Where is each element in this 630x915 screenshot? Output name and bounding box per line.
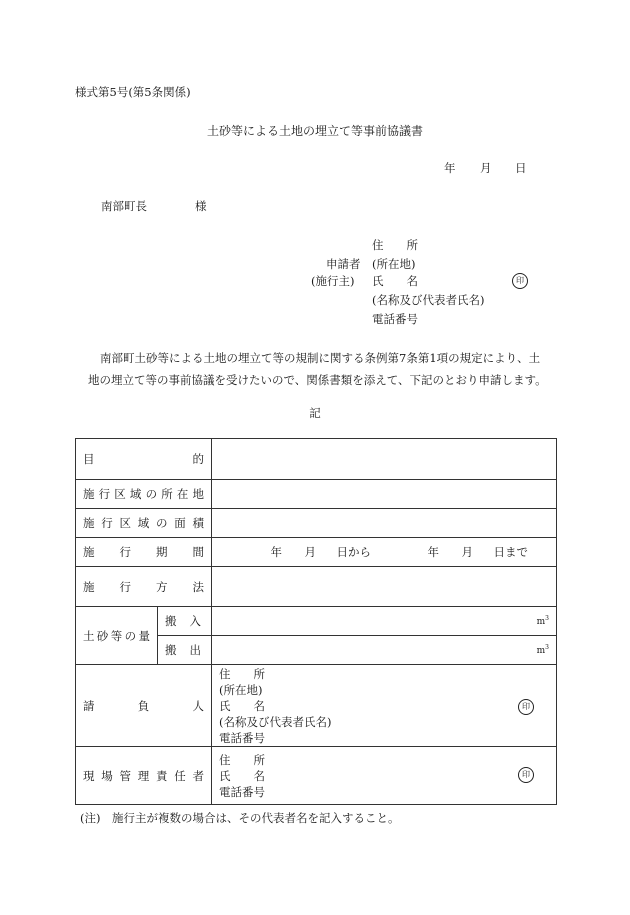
row-purpose xyxy=(76,439,557,480)
row-location xyxy=(76,480,557,509)
applicant-name-label: 氏 名 xyxy=(372,274,418,288)
label-soil-in: 搬 入 xyxy=(165,614,201,628)
form-number: 様式第5号(第5条関係) xyxy=(75,85,191,99)
contractor-address-sub: (所在地) xyxy=(219,682,263,697)
row-manager xyxy=(76,747,557,805)
label-manager: 現 場 管 理 責 任 者 xyxy=(83,768,204,783)
row-period xyxy=(76,538,557,567)
applicant-name-sub: (名称及び代表者氏名) xyxy=(372,293,485,307)
field-area[interactable] xyxy=(212,509,557,538)
row-area xyxy=(76,509,557,538)
contractor-name: 氏 名 xyxy=(219,698,265,713)
label-period: 施 行 期 間 xyxy=(83,545,204,559)
field-method[interactable] xyxy=(212,567,557,607)
contractor-name-sub: (名称及び代表者氏名) xyxy=(219,714,332,729)
field-purpose[interactable] xyxy=(212,439,557,480)
document-title: 土砂等による土地の埋立て等事前協議書 xyxy=(206,124,423,138)
period-value: 年 月 日から 年 月 日まで xyxy=(270,545,528,559)
field-manager[interactable] xyxy=(212,747,557,805)
unit-cubic-meter: $m^3$ xyxy=(536,644,549,656)
date-year-label: 年 xyxy=(444,161,456,175)
applicant-label: 申請者 xyxy=(326,257,361,271)
application-table xyxy=(75,438,557,805)
applicant-seal-icon: 印 xyxy=(512,273,528,289)
unit-cubic-meter: $m^3$ xyxy=(536,615,549,627)
label-soil-out: 搬 出 xyxy=(165,643,201,657)
applicant-address-sub: (所在地) xyxy=(372,257,416,271)
ki-heading: 記 xyxy=(309,406,321,420)
addressee-name: 南部町長 xyxy=(101,199,147,213)
label-method: 施 行 方 法 xyxy=(83,579,204,594)
manager-name: 氏 名 xyxy=(219,768,265,783)
addressee-honorific: 様 xyxy=(195,199,207,213)
applicant-label-sub: (施行主) xyxy=(311,274,355,288)
applicant-phone-label: 電話番号 xyxy=(372,312,418,326)
date-day-label: 日 xyxy=(515,161,527,175)
label-contractor: 請 負 人 xyxy=(83,698,204,713)
date-month-label: 月 xyxy=(480,161,492,175)
contractor-phone: 電話番号 xyxy=(219,730,265,745)
manager-phone: 電話番号 xyxy=(219,784,265,799)
contractor-address: 住 所 xyxy=(219,666,265,681)
label-soil-amount: 土 砂 等 の 量 xyxy=(83,628,150,643)
label-location: 施 行 区 域 の 所 在 地 xyxy=(83,487,204,501)
row-soil-in xyxy=(76,607,557,636)
field-contractor[interactable] xyxy=(212,665,557,747)
body-text xyxy=(88,347,558,391)
label-purpose: 目 的 xyxy=(83,452,204,466)
body-line-1: 南部町土砂等による土地の埋立て等の規制に関する条例第7条第1項の規定により、土 xyxy=(100,351,541,365)
row-method xyxy=(76,567,557,607)
label-area: 施 行 区 域 の 面 積 xyxy=(83,516,204,530)
manager-address: 住 所 xyxy=(219,752,265,767)
field-soil-out[interactable] xyxy=(212,636,557,665)
manager-seal-icon: 印 xyxy=(518,767,534,783)
field-soil-in[interactable] xyxy=(212,607,557,636)
field-location[interactable] xyxy=(212,480,557,509)
applicant-address-label: 住 所 xyxy=(372,238,418,252)
footnote: (注) 施行主が複数の場合は、その代表者名を記入すること。 xyxy=(80,811,400,825)
field-period[interactable] xyxy=(212,538,557,567)
row-contractor xyxy=(76,665,557,747)
contractor-seal-icon: 印 xyxy=(518,699,534,715)
body-line-2: 地の埋立て等の事前協議を受けたいので、関係書類を添えて、下記のとおり申請します。 xyxy=(88,373,547,387)
